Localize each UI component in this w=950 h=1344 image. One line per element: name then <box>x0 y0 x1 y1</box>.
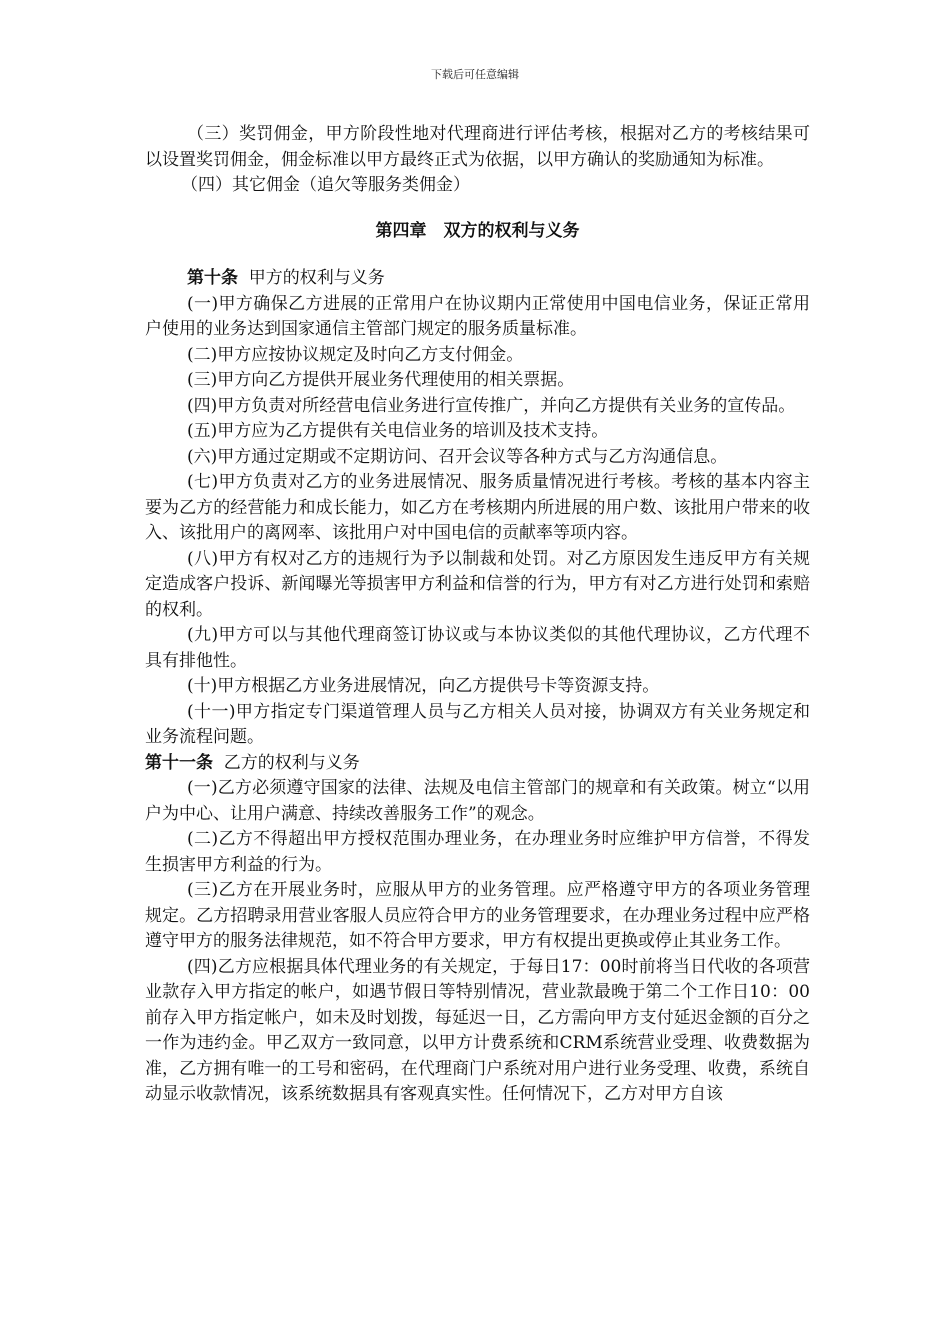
paragraph: (六)甲方通过定期或不定期访问、召开会议等各种方式与乙方沟通信息。 <box>187 446 728 467</box>
paragraph: (四)乙方应根据具体代理业务的有关规定，于每日17：00时前将当日代收的各项营业款存入甲方指定的帐户，如遇节假日等特别情况，营业款最晚于第二个工作日10：00前存入甲方指定帐户，如未及时划拨，每延迟一日，乙方需向甲方支付延迟金额的百分之一作为违约金。甲乙双方一致同意，以甲方计费系统和CRM系统营业受理、收费数据为准，乙方拥有唯一的工号和密码，在代理商门户系统对用户进行业务受理、收费，系统自动显示收款情况，该系统数据具有客观真实性。任何情况下，乙方对甲方自该 <box>145 956 810 1104</box>
paragraph: (七)甲方负责对乙方的业务进展情况、服务质量情况进行考核。考核的基本内容主要为乙方的经营能力和成长能力，如乙方在考核期内所进展的用户数、该批用户带来的收入、该批用户的离网率、该批用户对中国电信的贡献率等项内容。 <box>145 472 810 543</box>
paragraph: (一)乙方必须遵守国家的法律、法规及电信主管部门的规章和有关政策。树立“以用户为中心、让用户满意、持续改善服务工作”的观念。 <box>145 778 810 824</box>
paragraph: (二)乙方不得超出甲方授权范围办理业务，在办理业务时应维护甲方信誉，不得发生损害甲方利益的行为。 <box>145 829 810 875</box>
paragraph: （三）奖罚佣金，甲方阶段性地对代理商进行评估考核，根据对乙方的考核结果可以设置奖罚佣金，佣金标准以甲方最终正式为依据，以甲方确认的奖励通知为标准。 <box>145 124 810 170</box>
article-title: 甲方的权利与义务 <box>238 268 385 288</box>
paragraph: (三)乙方在开展业务时，应服从甲方的业务管理。应严格遵守甲方的各项业务管理规定。乙方招聘录用营业客服人员应符合甲方的业务管理要求，在办理业务过程中应严格遵守甲方的服务法律规范，如不符合甲方要求，甲方有权提出更换或停止其业务工作。 <box>145 880 810 951</box>
article-heading <box>145 266 810 292</box>
article-label: 第十条 <box>187 268 238 288</box>
page-header: 下载后可任意编辑 <box>431 68 519 81</box>
document-body <box>145 122 810 1108</box>
paragraph: (三)甲方向乙方提供开展业务代理使用的相关票据。 <box>187 370 575 390</box>
paragraph: （四）其它佣金（追欠等服务类佣金） <box>181 175 470 195</box>
paragraph: (八)甲方有权对乙方的违规行为予以制裁和处罚。对乙方原因发生违反甲方有关规定造成客户投诉、新闻曝光等损害甲方利益和信誉的行为，甲方有对乙方进行处罚和索赔的权利。 <box>145 548 810 620</box>
article-label: 第十一条 <box>145 752 213 773</box>
article-heading <box>145 751 810 777</box>
article-title: 乙方的权利与义务 <box>213 752 360 773</box>
paragraph: (十)甲方根据乙方业务进展情况，向乙方提供号卡等资源支持。 <box>187 676 660 696</box>
chapter-title: 第四章 双方的权利与义务 <box>375 220 580 241</box>
paragraph: (九)甲方可以与其他代理商签订协议或与本协议类似的其他代理协议，乙方代理不具有排他性。 <box>145 625 810 671</box>
paragraph: (五)甲方应为乙方提供有关电信业务的培训及技术支持。 <box>187 421 609 441</box>
paragraph: (十一)甲方指定专门渠道管理人员与乙方相关人员对接，协调双方有关业务规定和业务流程问题。 <box>145 701 810 747</box>
paragraph: (一)甲方确保乙方进展的正常用户在协议期内正常使用中国电信业务，保证正常用户使用的业务达到国家通信主管部门规定的服务质量标准。 <box>145 293 810 339</box>
paragraph: (四)甲方负责对所经营电信业务进行宣传推广，并向乙方提供有关业务的宣传品。 <box>187 395 796 416</box>
paragraph: (二)甲方应按协议规定及时向乙方支付佣金。 <box>187 344 524 365</box>
